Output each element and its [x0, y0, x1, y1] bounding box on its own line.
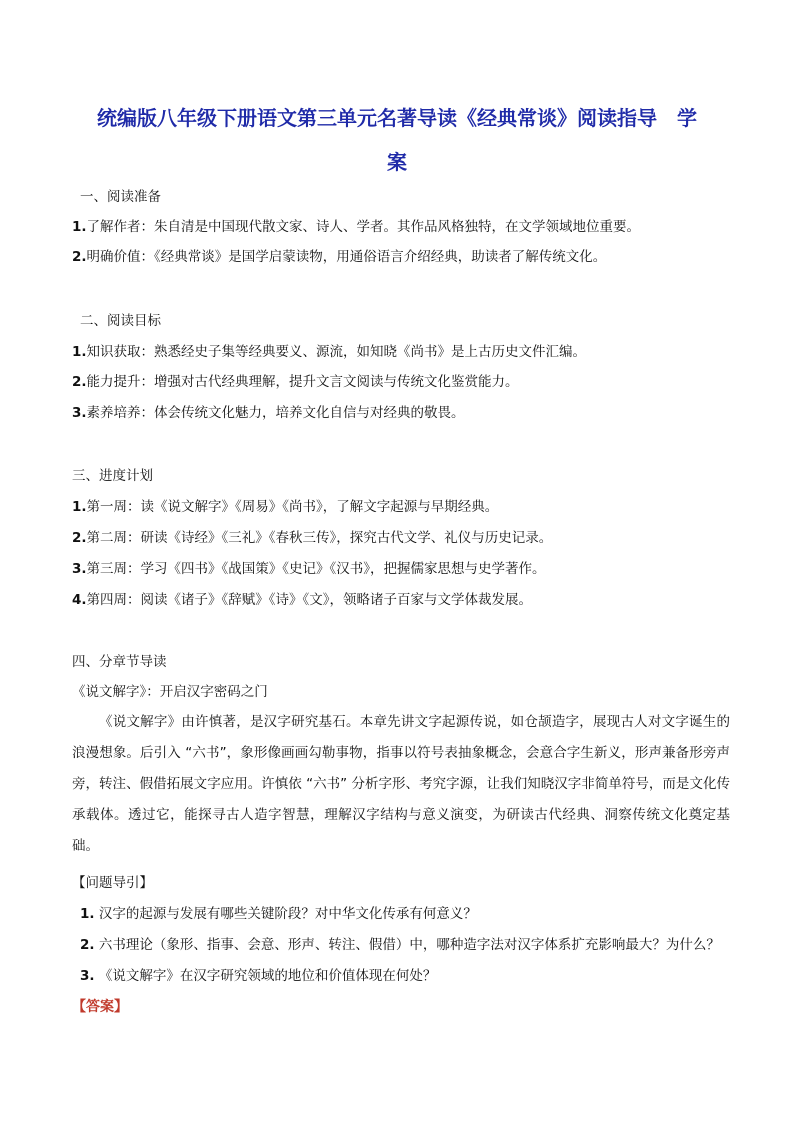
list-item [80, 967, 436, 985]
item-number: 1. [72, 499, 87, 515]
list-item [72, 498, 498, 516]
document-title-line1: 统编版八年级下册语文第三单元名著导读《经典常谈》阅读指导 学 [97, 106, 697, 130]
item-text: 明确价值：《经典常谈》是国学启蒙读物，用通俗语言介绍经典，助读者了解传统文化。 [86, 249, 607, 265]
list-item [72, 404, 465, 422]
item-number: 1. [72, 344, 87, 360]
section-heading-chapter-guide: 四、分章节导读 [72, 654, 167, 670]
item-text: 知识获取：熟悉经史子集等经典要义、源流，如知晓《尚书》是上古历史文件汇编。 [86, 344, 587, 360]
item-text: 汉字的起源与发展有哪些关键阶段？对中华文化传承有何意义？ [98, 906, 477, 922]
list-item [72, 529, 552, 547]
chapter-title: 《说文解字》：开启汉字密码之门 [72, 684, 268, 700]
item-text: 第二周：研读《诗经》《三礼》《春秋三传》，探究古代文学、礼仪与历史记录。 [86, 530, 553, 546]
list-item [72, 343, 586, 361]
item-number: 1. [72, 219, 87, 235]
list-item [72, 373, 519, 391]
item-number: 2. [80, 937, 95, 953]
item-number: 2. [72, 374, 87, 390]
section-heading-schedule: 三、进度计划 [72, 468, 153, 484]
list-item [72, 248, 606, 266]
item-text: 了解作者：朱自清是中国现代散文家、诗人、学者。其作品风格独特，在文学领域地位重要。 [86, 219, 641, 235]
item-text: 第三周：学习《四书》《战国策》《史记》《汉书》，把握儒家思想与史学著作。 [86, 561, 546, 577]
item-number: 3. [72, 561, 87, 577]
list-item [80, 936, 720, 954]
questions-heading: 【问题导引】 [72, 875, 153, 891]
list-item [72, 560, 546, 578]
item-number: 2. [72, 249, 87, 265]
list-item [72, 591, 532, 609]
document-title-line2: 案 [387, 150, 407, 174]
item-text: 六书理论（象形、指事、会意、形声、转注、假借）中，哪种造字法对汉字体系扩充影响最大？为什么？ [98, 937, 720, 953]
item-number: 1. [80, 906, 95, 922]
item-number: 4. [72, 592, 87, 608]
item-number: 3. [80, 968, 95, 984]
chapter-paragraph: 《说文解字》由许慎著，是汉字研究基石。本章先讲文字起源传说，如仓颉造字，展现古人对文字诞生的浪漫想象。后引入 “六书”，象形像画画勾勒事物，指事以符号表抽象概念，会意合字生新义，形声兼备形旁声旁，转注、假借拓展文字应用。许慎依 “六书” 分析字形、考究字源，让我们知晓汉字非简单符号，而是文化传承载体。透过它，能探寻古人造字智慧，理解汉字结构与意义演变，为研读古代经典、洞察传统文化奠定基础。 [72, 714, 730, 854]
item-text: 《说文解字》在汉字研究领域的地位和价值体现在何处？ [98, 968, 437, 984]
item-number: 2. [72, 530, 87, 546]
section-heading-preparation: 一、阅读准备 [80, 189, 161, 205]
item-text: 第四周：阅读《诸子》《辞赋》《诗》《文》，领略诸子百家与文学体裁发展。 [86, 592, 533, 608]
item-text: 能力提升：增强对古代经典理解，提升文言文阅读与传统文化鉴赏能力。 [86, 374, 519, 390]
answer-label: 【答案】 [72, 999, 128, 1015]
section-heading-goals: 二、阅读目标 [80, 313, 161, 329]
item-number: 3. [72, 405, 87, 421]
item-text: 第一周：读《说文解字》《周易》《尚书》，了解文字起源与早期经典。 [86, 499, 499, 515]
list-item [80, 905, 477, 923]
item-text: 素养培养：体会传统文化魅力，培养文化自信与对经典的敬畏。 [86, 405, 465, 421]
list-item [72, 218, 640, 236]
